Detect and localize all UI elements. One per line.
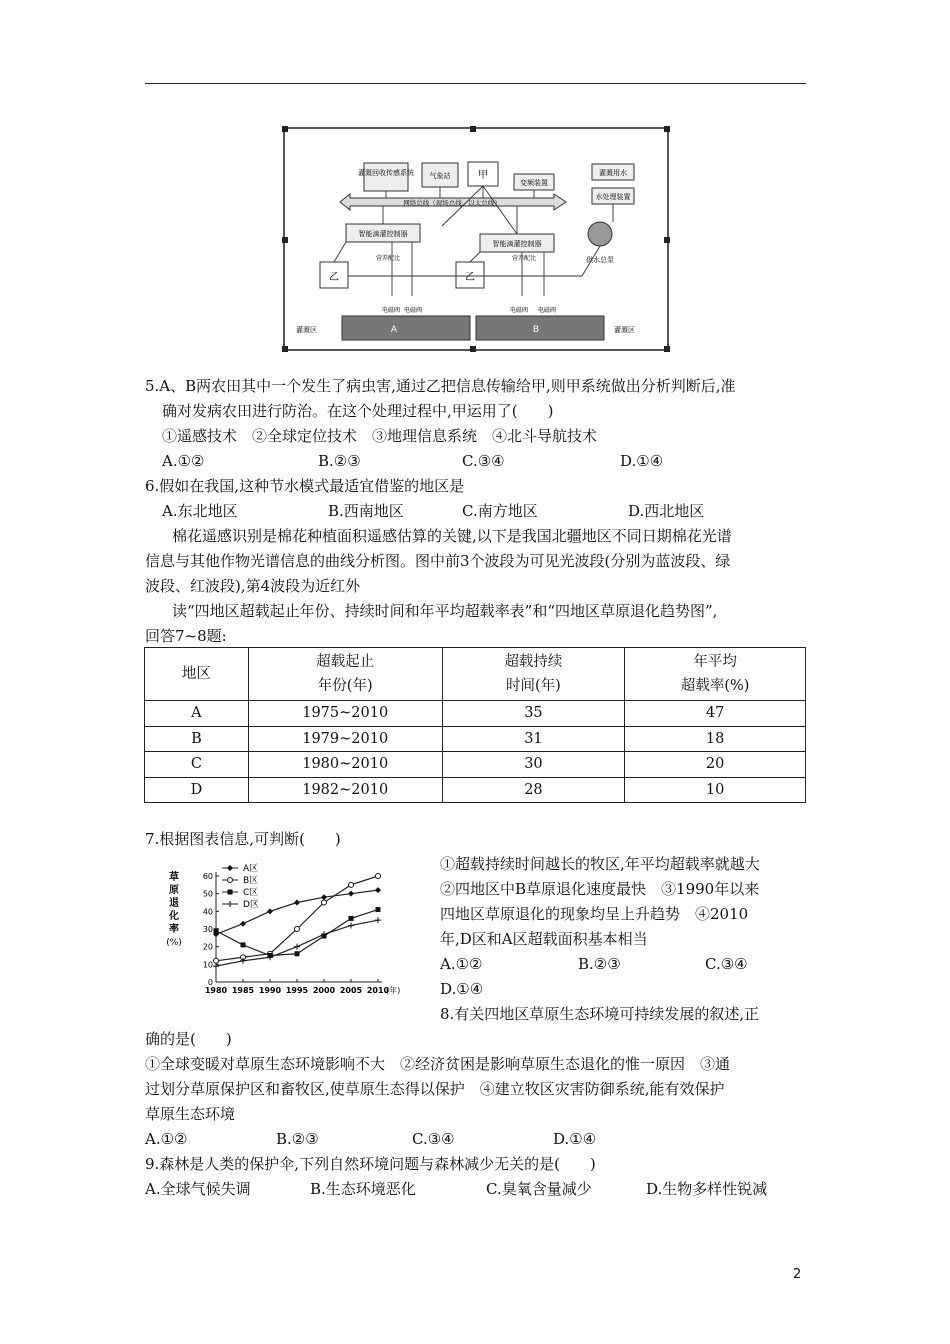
q5-line2: 确对发病农田进行防治。在这个处理过程中,甲运用了( )	[162, 402, 554, 420]
x-tick-label: 2005	[339, 986, 363, 995]
page-number: 2	[793, 1267, 802, 1282]
y-axis-label-char: 原	[169, 885, 179, 896]
q7-item-line1: ①超载持续时间越长的牧区,年平均超载率就越大	[440, 855, 760, 873]
data-point	[214, 928, 219, 933]
cell: 47	[625, 701, 806, 727]
legend-label: A区	[243, 864, 259, 874]
water-use-label: 灌溉用水	[599, 169, 627, 177]
passage-line1: 棉花遥感识别是棉花种植面积遥感估算的关键,以下是我国北疆地区不同日期棉花光谱	[172, 527, 732, 545]
q6-option-a: A.东北地区	[162, 502, 238, 520]
y-tick-label: 30	[202, 925, 213, 934]
y-tick-label: 50	[202, 889, 213, 899]
data-point	[214, 958, 219, 963]
data-point	[375, 887, 381, 893]
valve2-label: 电磁阀	[404, 307, 423, 314]
chart-legend	[222, 863, 259, 910]
data-point	[240, 921, 246, 927]
header-duration: 超载持续 时间(年)	[442, 648, 625, 701]
weather-label: 气象站	[429, 172, 451, 180]
q6-option-c: C.南方地区	[462, 502, 538, 520]
header-rule	[145, 83, 806, 84]
cell: A	[145, 701, 249, 727]
y-tick-label: 10	[202, 960, 213, 970]
q7-stem: 7.根据图表信息,可判断( )	[145, 830, 341, 848]
legend-label: B区	[243, 876, 259, 886]
q8-line5: 草原生态环境	[145, 1105, 236, 1123]
overload-table	[144, 647, 806, 803]
q8-option-b: B.②③	[276, 1130, 319, 1148]
q5-option-a: A.①②	[162, 452, 205, 470]
x-axis-label: (年)	[386, 986, 401, 995]
fert-left-label: 营养配比	[376, 255, 401, 262]
q9-option-c: C.臭氧含量减少	[486, 1180, 592, 1198]
data-point	[241, 942, 246, 947]
table-row	[145, 701, 806, 727]
q7-item-line2: ②四地区中B草原退化速度最快 ③1990年以来	[440, 880, 760, 898]
y-tick-label: 0	[207, 978, 213, 987]
passage-line5: 回答7~8题:	[145, 627, 227, 645]
q7-option-d: D.①④	[440, 980, 484, 998]
data-point	[322, 900, 327, 905]
fert-right-label: 营养配比	[512, 255, 537, 262]
table-row	[145, 752, 806, 778]
q6-option-d: D.西北地区	[628, 502, 705, 520]
cell: 35	[442, 701, 625, 727]
cell: C	[145, 752, 249, 778]
area-left-label: 灌溉区	[296, 326, 317, 334]
data-point	[294, 900, 300, 906]
legend-marker	[227, 901, 233, 907]
data-point	[348, 891, 354, 897]
ctrl-right-label: 智能滴灌控制器	[492, 240, 542, 248]
valve1-label: 电磁阀	[382, 307, 401, 314]
bus-label: 网络总线（现场总线，以太总线）	[403, 199, 501, 207]
cell: D	[145, 777, 249, 803]
legend-marker	[227, 865, 233, 871]
cell: 30	[442, 752, 625, 778]
passage-line2: 信息与其他作物光谱信息的曲线分析图。图中前3个波段为可见光波段(分别为蓝波段、绿	[145, 552, 731, 570]
q7-option-a: A.①②	[440, 955, 483, 973]
cell: 31	[442, 726, 625, 752]
yi-left-label: 乙	[329, 272, 339, 283]
y-tick-label: 40	[202, 907, 213, 917]
data-point	[349, 916, 354, 921]
y-axis-label-unit: (%)	[166, 938, 182, 948]
x-tick-label: 1990	[258, 986, 282, 995]
field-b-label: B	[532, 325, 540, 335]
q9-option-b: B.生态环境恶化	[310, 1180, 416, 1198]
cell: 28	[442, 777, 625, 803]
header-years: 超载起止 年份(年)	[248, 648, 442, 701]
data-point	[376, 907, 381, 912]
y-axis-label-char: 化	[169, 911, 179, 922]
q7-option-c: C.③④	[705, 955, 748, 973]
q8-line3: ①全球变暖对草原生态环境影响不大 ②经济贫困是影响草原生态退化的惟一原因 ③通	[145, 1055, 731, 1073]
q5-option-b: B.②③	[318, 452, 361, 470]
data-point	[295, 951, 300, 956]
valve4-label: 电磁阀	[538, 307, 557, 314]
y-axis-label-char: 草	[169, 872, 179, 883]
table-row	[145, 777, 806, 803]
water-treat-label: 水处理装置	[595, 193, 631, 201]
x-tick-label: 1985	[231, 986, 255, 995]
table-row	[145, 726, 806, 752]
legend-marker	[228, 890, 233, 895]
q6-option-b: B.西南地区	[328, 502, 404, 520]
q7-option-b: B.②③	[578, 955, 621, 973]
cell: 20	[625, 752, 806, 778]
q8-line2: 确的是( )	[145, 1030, 232, 1048]
data-point	[349, 882, 354, 887]
legend-label: C区	[243, 888, 259, 898]
q8-option-a: A.①②	[145, 1130, 188, 1148]
q5-option-c: C.③④	[462, 452, 505, 470]
cell: B	[145, 726, 249, 752]
data-point	[295, 927, 300, 932]
legend-marker	[228, 878, 233, 883]
x-tick-label: 2000	[312, 986, 336, 995]
data-point	[267, 908, 273, 914]
cell: 1980~2010	[248, 752, 442, 778]
q5-items: ①遥感技术 ②全球定位技术 ③地理信息系统 ④北斗导航技术	[162, 427, 598, 445]
grassland-degradation-chart	[150, 856, 430, 1004]
data-point	[375, 917, 381, 923]
q5-line1: 5.A、B两农田其中一个发生了病虫害,通过乙把信息传输给甲,则甲系统做出分析判断后,准	[145, 377, 736, 395]
y-axis-label-char: 退	[169, 898, 179, 909]
passage-line4: 读“四地区超载起止年份、持续时间和年平均超载率表”和“四地区草原退化趋势图”,	[172, 602, 718, 620]
cell: 1982~2010	[248, 777, 442, 803]
cell: 1975~2010	[248, 701, 442, 727]
data-point	[376, 874, 381, 879]
y-axis-label-char: 率	[169, 924, 179, 935]
q6-stem: 6.假如在我国,这种节水模式最适宜借鉴的地区是	[145, 477, 465, 495]
data-point	[348, 922, 354, 928]
q8-line4: 过划分草原保护区和畜牧区,使草原生态得以保护 ④建立牧区灾害防御系统,能有效保护	[145, 1080, 725, 1098]
cell: 1979~2010	[248, 726, 442, 752]
q7-item-line3: 四地区草原退化的现象均呈上升趋势 ④2010	[440, 905, 749, 923]
q8-line1: 8.有关四地区草原生态环境可持续发展的叙述,正	[440, 1005, 760, 1023]
jia-label: 甲	[478, 170, 488, 181]
field-a-label: A	[390, 325, 398, 335]
y-tick-label: 20	[202, 942, 213, 952]
q9-option-a: A.全球气候失调	[145, 1180, 251, 1198]
q8-option-c: C.③④	[412, 1130, 455, 1148]
q7-item-line4: 年,D区和A区超载面积基本相当	[440, 930, 648, 948]
legend-label: D区	[243, 900, 259, 910]
yi-right-label: 乙	[465, 272, 475, 283]
pump-label: 供水总泵	[586, 256, 614, 264]
data-point	[294, 944, 300, 950]
q8-option-d: D.①④	[553, 1130, 597, 1148]
sensor-label: 灌溉回收传感系统	[358, 169, 414, 177]
header-rate: 年平均 超载率(%)	[625, 648, 806, 701]
passage-line3: 波段、红波段),第4波段为近红外	[145, 577, 361, 595]
data-point	[321, 894, 327, 900]
chart-axes	[166, 870, 400, 995]
valve3-label: 电磁阀	[510, 307, 529, 314]
table-header-row	[145, 648, 806, 701]
ctrl-left-label: 智能滴灌控制器	[358, 230, 408, 238]
area-right-label: 灌溉区	[614, 326, 635, 334]
irrigation-system-diagram	[282, 126, 670, 352]
q5-option-d: D.①④	[620, 452, 664, 470]
y-tick-label: 60	[202, 872, 213, 881]
q9-option-d: D.生物多样性锐减	[646, 1180, 768, 1198]
cell: 18	[625, 726, 806, 752]
freq-label: 变频装置	[520, 179, 548, 187]
q9-stem: 9.森林是人类的保护伞,下列自然环境问题与森林减少无关的是( )	[145, 1155, 596, 1173]
cell: 10	[625, 777, 806, 803]
x-tick-label: 1980	[204, 986, 228, 995]
x-tick-label: 2010	[366, 986, 390, 995]
chart-series	[213, 874, 381, 970]
header-region: 地区	[145, 648, 249, 701]
x-tick-label: 1995	[285, 986, 309, 995]
